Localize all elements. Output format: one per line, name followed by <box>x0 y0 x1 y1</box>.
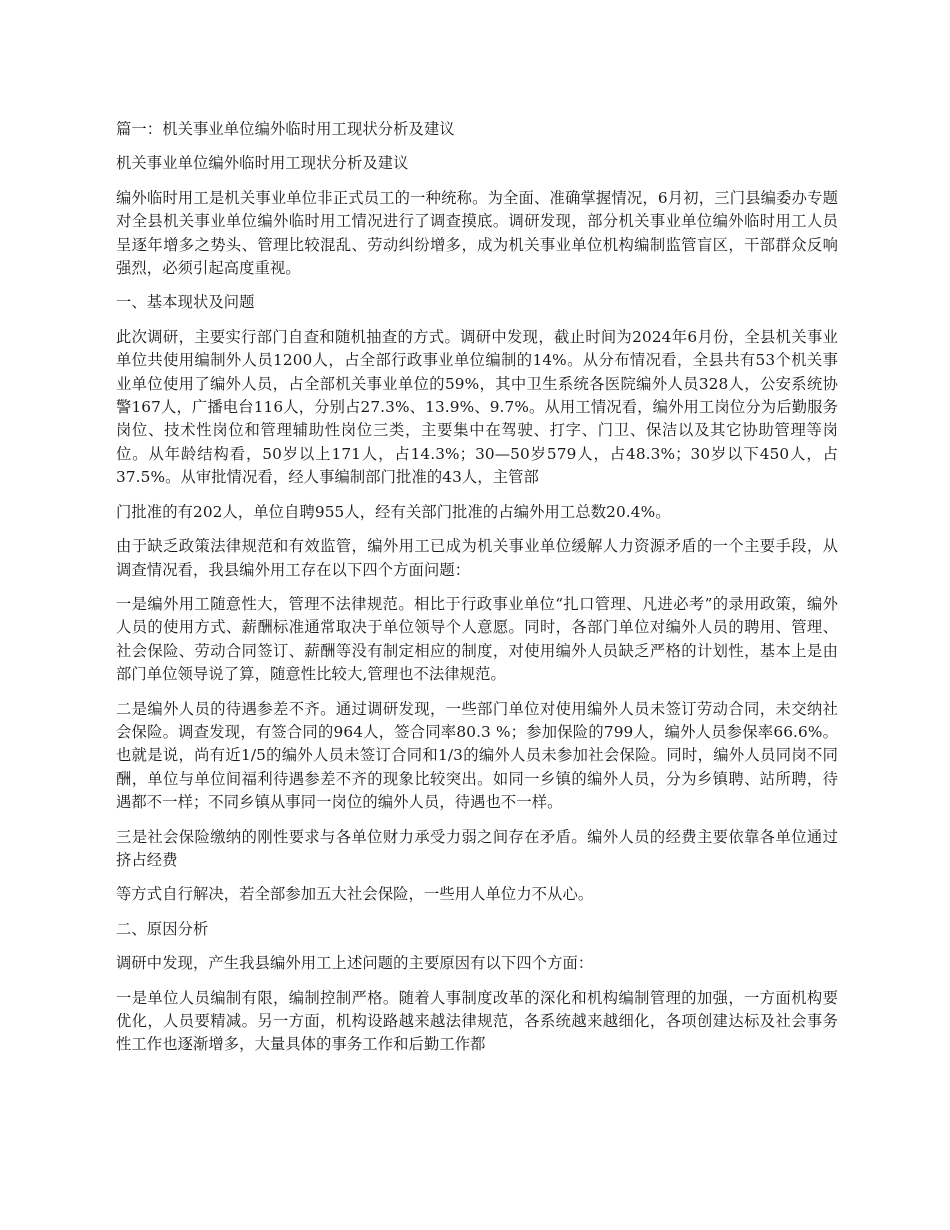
document-subtitle: 机关事业单位编外临时用工现状分析及建议 <box>116 154 409 173</box>
problem-one-paragraph: 一是编外用工随意性大，管理不法律规范。相比于行政事业单位“扎口管理、凡进必考”的录用政策，编外人员的使用方式、薪酬标准通常取决于单位领导个人意愿。同时，各部门单位对编外人员的聘用、管理、社会保险、劳动合同签订、薪酬等没有制定相应的制度，对使用编外人员缺乏严格的计划性，基本上是由部门单位领导说了算，随意性比较大,管理也不法律规范。 <box>116 594 838 684</box>
document-title: 篇一：机关事业单位编外临时用工现状分析及建议 <box>116 120 455 138</box>
problem-two-paragraph: 二是编外人员的待遇参差不齐。通过调研发现，一些部门单位对使用编外人员未签订劳动合同，未交纳社会保险。调查发现，有签合同的964人，签合同率80.3 %；参加保险的799人，编外人员参保率66.6%。也就是说，尚有近1/5的编外人员未签订合同和1/3的编外人员未参加社会保险。同时，编外人员同岗不同酬，单位与单位间福利待遇参差不齐的现象比较突出。如同一乡镇的编外人员，分为乡镇聘、站所聘，待遇都不一样；不同乡镇从事同一岗位的编外人员，待遇也不一样。 <box>116 699 838 812</box>
intro-paragraph: 编外临时用工是机关事业单位非正式员工的一种统称。为全面、准确掌握情况，6月初，三门县编委办专题对全县机关事业单位编外临时用工情况进行了调查摸底。调研发现，部分机关事业单位编外临时用工人员呈逐年增多之势头、管理比较混乱、劳动纠纷增多，成为机关事业单位机构编制监管盲区，干部群众反响强烈，必须引起高度重视。 <box>116 188 838 278</box>
approval-paragraph: 门批准的有202人，单位自聘955人，经有关部门批准的占编外用工总数20.4%。 <box>116 502 671 521</box>
causes-intro-paragraph: 调研中发现，产生我县编外用工上述问题的主要原因有以下四个方面： <box>116 954 594 973</box>
cause-one-paragraph: 一是单位人员编制有限，编制控制严格。随着人事制度改革的深化和机构编制管理的加强，一方面机构要优化，人员要精减。另一方面，机构设路越来越法律规范，各系统越来越细化，各项创建达标及社会事务性工作也逐渐增多，大量具体的事务工作和后勤工作都 <box>116 988 838 1054</box>
problems-intro-paragraph: 由于缺乏政策法律规范和有效监管，编外用工已成为机关事业单位缓解人力资源矛盾的一个主要手段，从调查情况看，我县编外用工存在以下四个方面问题： <box>116 537 838 579</box>
document-page <box>116 118 838 1068</box>
status-paragraph: 此次调研，主要实行部门自查和随机抽查的方式。调研中发现，截止时间为2024年6月份，全县机关事业单位共使用编制外人员1200人，占全部行政事业单位编制的14%。从分布情况看，全县共有53个机关事业单位使用了编外人员，占全部机关事业单位的59%，其中卫生系统各医院编外人员328人，公安系统协警167人，广播电台116人，分别占27.3%、13.9%、9.7%。从用工情况看，编外用工岗位分为后勤服务岗位、技术性岗位和管理辅助性岗位三类，主要集中在驾驶、打字、门卫、保洁以及其它协助管理等岗位。从年龄结构看，50岁以上171人，占14.3%；30—50岁579人，占48.3%；30岁以下450人，占37.5%。从审批情况看，经人事编制部门批准的43人，主管部 <box>116 327 838 487</box>
section-heading-causes: 二、原因分析 <box>116 919 209 938</box>
section-heading-status: 一、基本现状及问题 <box>116 293 255 312</box>
problem-three-paragraph: 三是社会保险缴纳的刚性要求与各单位财力承受力弱之间存在矛盾。编外人员的经费主要依靠各单位通过挤占经费 <box>116 827 838 869</box>
problem-three-continued-paragraph: 等方式自行解决，若全部参加五大社会保险，一些用人单位力不从心。 <box>116 885 594 904</box>
